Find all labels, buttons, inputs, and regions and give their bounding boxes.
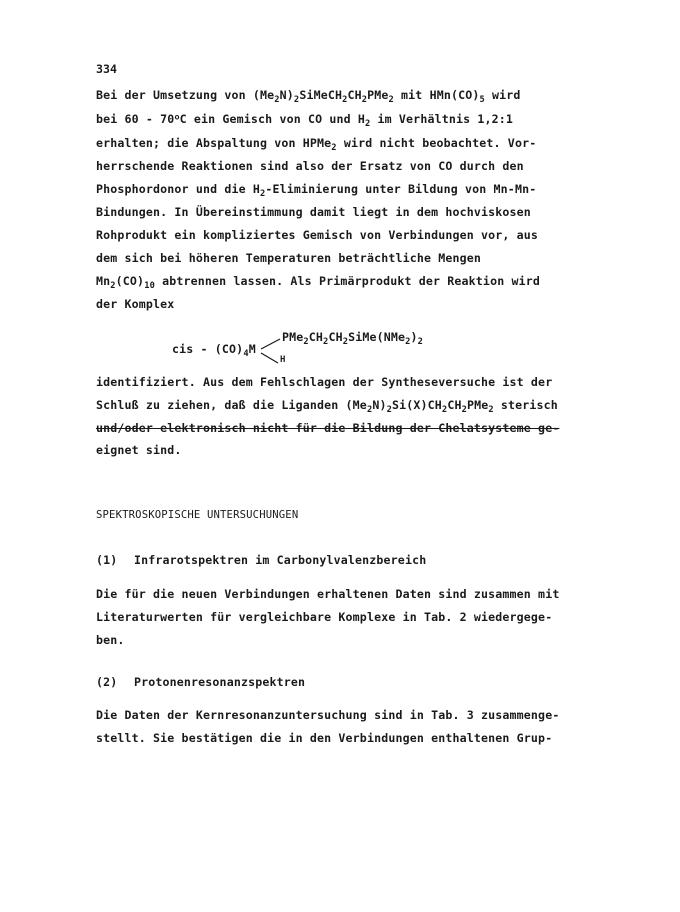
struck-text-line: und/oder elektronisch nicht für die Bildung der Chelatsysteme ge-	[96, 421, 560, 435]
text-run: CH	[447, 398, 462, 412]
text-line: identifiziert. Aus dem Fehlschlagen der Syntheseversuche ist der	[96, 375, 553, 389]
text-run: mit HMn(CO)	[393, 88, 480, 102]
text-line	[96, 136, 537, 154]
text-line	[96, 274, 540, 292]
text-line: Rohprodukt ein kompliziertes Gemisch von Verbindungen vor, aus	[96, 228, 539, 242]
subscript: 2	[461, 405, 467, 416]
text-run: PMe	[282, 330, 304, 344]
text-run: PMe	[466, 398, 489, 412]
text-run: Phosphordonor und die H	[96, 182, 260, 196]
subscript: 2	[366, 405, 373, 416]
text-line: Bindungen. In Übereinstimmung damit liegt in dem hochviskosen	[96, 205, 531, 219]
subscript: 2	[260, 189, 266, 200]
subscript: 2	[342, 95, 348, 106]
subsection-number: (1)	[96, 553, 118, 567]
formula-metal: M	[248, 342, 256, 356]
formula-lower-ligand: H	[280, 355, 286, 365]
subscript: 2	[365, 119, 371, 130]
text-line	[96, 182, 537, 200]
superscript: o	[174, 111, 180, 122]
subscript: 2	[303, 337, 309, 348]
text-line	[96, 398, 558, 416]
text-run: erhalten; die Abspaltung von HPMe	[96, 136, 332, 150]
text-run: Bei der Umsetzung von (Me	[96, 88, 275, 102]
subscript: 2	[417, 337, 424, 348]
text-line: stellt. Sie bestätigen die in den Verbindungen enthaltenen Grup-	[96, 731, 553, 745]
upper-bond-line	[261, 339, 280, 349]
text-run: bei 60 - 70	[96, 112, 175, 126]
text-run: im Verhältnis 1,2:1	[370, 112, 514, 126]
subscript: 2	[388, 95, 394, 106]
text-run: CH	[347, 88, 362, 102]
text-run: PMe	[367, 88, 389, 102]
text-run: CH	[328, 330, 343, 344]
subscript: 10	[144, 281, 155, 292]
text-line: eignet sind.	[96, 443, 182, 457]
subscript: 4	[243, 349, 249, 360]
text-run: )	[410, 330, 418, 344]
text-line: dem sich bei höheren Temperaturen beträchtliche Mengen	[96, 251, 482, 265]
subscript: 2	[488, 405, 494, 416]
lower-bond-line	[261, 353, 278, 363]
text-run: SiMeCH	[299, 88, 343, 102]
text-run: N)	[279, 88, 294, 102]
subscript: 2	[361, 95, 368, 106]
text-line: Literaturwerten für vergleichbare Komplexe in Tab. 2 wiedergege-	[96, 610, 553, 624]
subsection-title: Infrarotspektren im Carbonylvalenzbereich	[134, 553, 427, 567]
subscript: 2	[342, 337, 349, 348]
formula-upper-ligand	[282, 330, 424, 348]
subscript: 2	[405, 337, 411, 348]
text-run: CH	[308, 330, 324, 344]
text-run: C ein Gemisch von CO und H	[179, 112, 366, 126]
text-run: cis - (CO)	[172, 342, 244, 356]
text-run: abtrennen lassen. Als Primärprodukt der Reaktion wird	[154, 274, 540, 288]
subsection-title: Protonenresonanzspektren	[134, 675, 306, 689]
text-run: Si(X)CH	[392, 398, 442, 412]
formula-prefix	[172, 342, 256, 360]
subscript: 2	[323, 337, 329, 348]
text-run: wird nicht beobachtet. Vor-	[336, 136, 537, 150]
text-run: (CO)	[115, 274, 145, 288]
text-run: sterisch	[493, 398, 558, 412]
text-run: Schluß zu ziehen, daß die Liganden (Me	[96, 398, 367, 412]
subscript: 2	[110, 281, 116, 292]
section-heading: SPEKTROSKOPISCHE UNTERSUCHUNGEN	[96, 509, 299, 521]
text-line	[96, 88, 521, 106]
text-line: Die Daten der Kernresonanzuntersuchung sind in Tab. 3 zusammenge-	[96, 708, 560, 722]
text-run: -Eliminierung unter Bildung von Mn-Mn-	[265, 182, 537, 196]
subsection-number: (2)	[96, 675, 118, 689]
subscript: 5	[479, 95, 485, 106]
text-line: der Komplex	[96, 297, 175, 311]
subscript: 2	[274, 95, 280, 106]
text-line	[96, 111, 514, 130]
text-line: Die für die neuen Verbindungen erhaltenen Daten sind zusammen mit	[96, 587, 560, 601]
text-run: wird	[484, 88, 521, 102]
text-run: Mn	[96, 274, 111, 288]
text-run: N)	[372, 398, 387, 412]
text-line: ben.	[96, 633, 125, 647]
subscript: 2	[386, 405, 392, 416]
subscript: 2	[293, 95, 300, 106]
text-line: herrschende Reaktionen sind also der Ersatz von CO durch den	[96, 159, 524, 173]
subscript: 2	[441, 405, 448, 416]
page-number: 334	[96, 62, 117, 76]
subscript: 2	[331, 143, 337, 154]
text-run: SiMe(NMe	[348, 330, 406, 344]
